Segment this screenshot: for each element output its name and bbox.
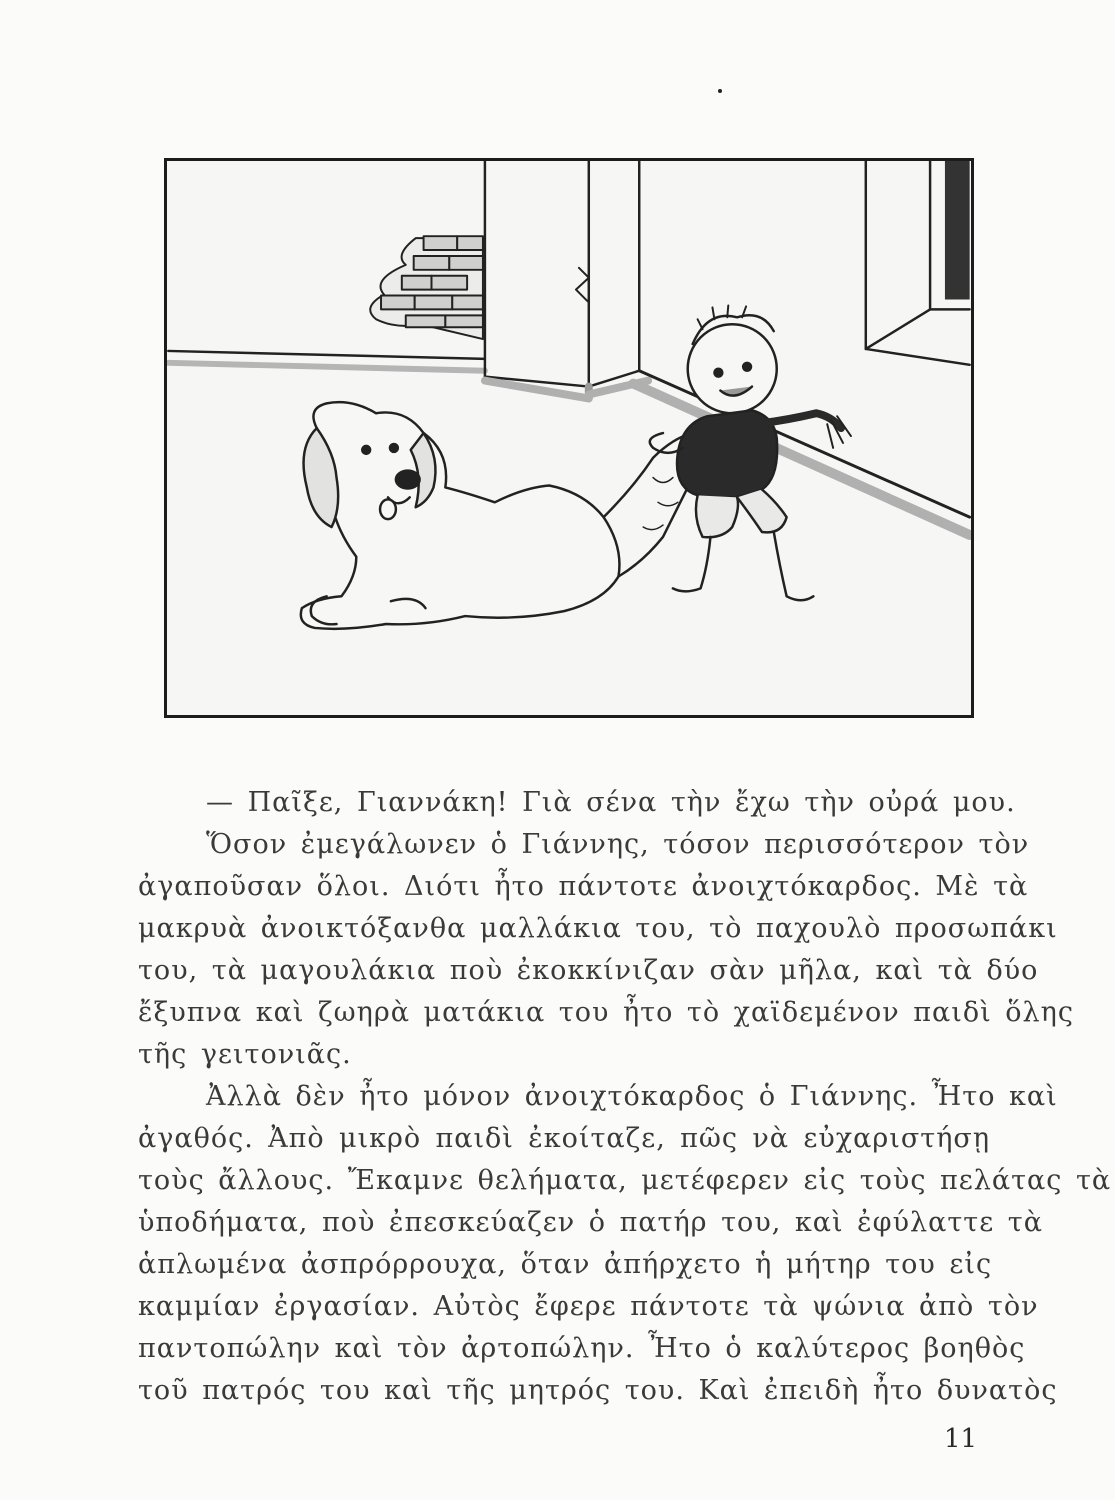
boy [650, 305, 851, 600]
body-text [138, 782, 1112, 1412]
wall-pillar [485, 161, 648, 398]
text-line: Ὅσον ἐμεγάλωνεν ὁ Γιάννης, τόσον περισσότερον τὸν [206, 829, 1030, 860]
text-line: ἁπλωμένα ἀσπρόρρουχα, ὅταν ἀπήρχετο ἡ μήτηρ του εἰς [138, 1249, 993, 1280]
page-number: 11 [944, 1424, 978, 1454]
illustration-boy-and-dog [164, 158, 974, 718]
text-line: μακρυὰ ἀνοικτόξανθα μαλλάκια του, τὸ παχουλὸ προσωπάκι [138, 913, 1058, 944]
text-line: ἀγαποῦσαν ὅλοι. Διότι ἦτο πάντοτε ἀνοιχτόκαρδος. Μὲ τὰ [138, 871, 1029, 902]
print-speck [718, 89, 722, 93]
text-line: ἀγαθός. Ἀπὸ μικρὸ παιδὶ ἐκοίταζε, πῶς νὰ εὐχαριστήσῃ [138, 1123, 990, 1154]
wall-baseboard [168, 351, 485, 371]
text-line: ὑποδήματα, ποὺ ἐπεσκεύαζεν ὁ πατήρ του, καὶ ἐφύλαττε τὰ [138, 1207, 1043, 1238]
text-line: Ἀλλὰ δὲν ἦτο μόνον ἀνοιχτόκαρδος ὁ Γιάννης. Ἦτο καὶ [206, 1081, 1058, 1112]
text-line: ἔξυπνα καὶ ζωηρὰ ματάκια του ἦτο τὸ χαϊδεμένον παιδὶ ὅλης [138, 997, 1074, 1028]
text-line: τοῦ πατρός του καὶ τῆς μητρός του. Καὶ ἐπειδὴ ἦτο δυνατὸς [138, 1375, 1058, 1406]
dialogue-line: — Παῖξε, Γιαννάκη! Γιὰ σένα τὴν ἔχω τὴν οὐρά μου. [206, 787, 1016, 818]
dog [301, 402, 703, 629]
text-line: τῆς γειτονιᾶς. [138, 1039, 352, 1070]
text-line: καμμίαν ἐργασίαν. Αὐτὸς ἔφερε πάντοτε τὰ ψώνια ἀπὸ τὸν [138, 1291, 1039, 1322]
text-line: παντοπώλην καὶ τὸν ἀρτοπώλην. Ἦτο ὁ καλύτερος βοηθὸς [138, 1333, 1026, 1364]
brick-patch [370, 236, 483, 339]
text-line: του, τὰ μαγουλάκια ποὺ ἐκοκκίνιζαν σὰν μῆλα, καὶ τὰ δύο [138, 955, 1039, 986]
text-line: τοὺς ἄλλους. Ἔκαμνε θελήματα, μετέφερεν εἰς τοὺς πελάτας τὰ [138, 1165, 1112, 1196]
